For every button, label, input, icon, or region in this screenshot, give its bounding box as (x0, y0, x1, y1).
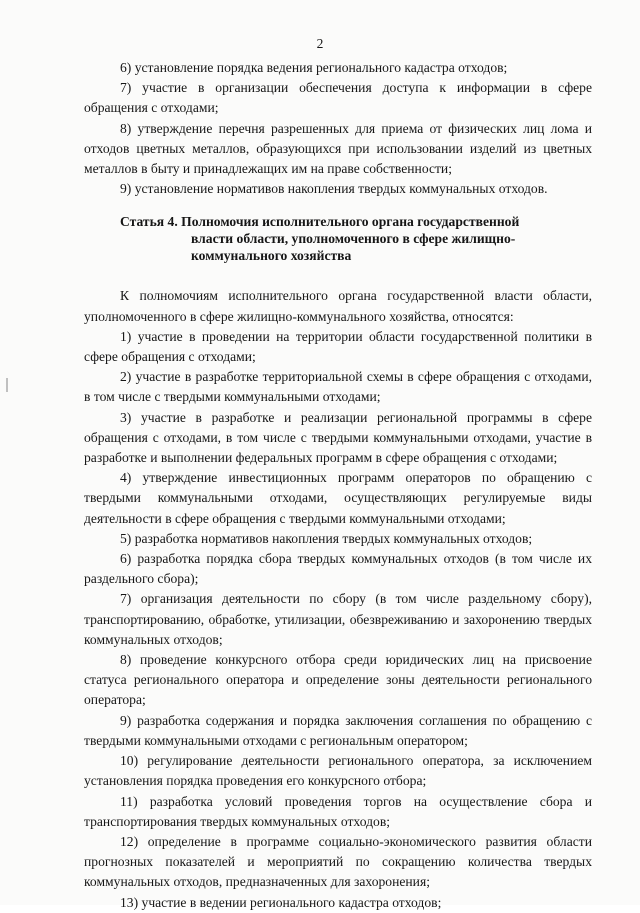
list-item: 8) проведение конкурсного отбора среди юридических лиц на присвоение статуса регионального оператора и определение зоны деятельности регионального оператора; (84, 652, 592, 708)
list-item: 7) организация деятельности по сбору (в том числе раздельному сбору), транспортированию, обработке, утилизации, обезвреживанию и захоронению твердых коммунальных отходов; (84, 591, 592, 647)
article-heading-line: коммунального хозяйства (191, 248, 352, 264)
list-item: 1) участие в проведении на территории области государственной политики в сфере обращения с отходами; (84, 328, 592, 365)
article-intro: К полномочиям исполнительного органа государственной власти области, уполномоченного в сфере жилищно-коммунального хозяйства, относятся: (84, 288, 592, 324)
document-body (84, 58, 592, 913)
list-item: 13) участие в ведении регионального кадастра отходов; (120, 894, 442, 910)
scan-artifact (6, 378, 8, 392)
article-heading (84, 213, 592, 264)
list-item: 2) участие в разработке территориальной схемы в сфере обращения с отходами, в том числе с твердыми коммунальными отходами; (84, 369, 592, 405)
list-item: 12) определение в программе социально-экономического развития области прогнозных показателей и мероприятий по сокращению количества твердых коммунальных отходов, предназначенных для захоронения; (84, 833, 592, 890)
list-item: 6) установление порядка ведения регионального кадастра отходов; (120, 60, 508, 75)
list-item: 9) установление нормативов накопления твердых коммунальных отходов. (120, 181, 548, 197)
article-heading-line: Статья 4. Полномочия исполнительного органа государственной (120, 214, 520, 230)
list-item: 11) разработка условий проведения торгов на осуществление сбора и транспортирования твердых коммунальных отходов; (84, 793, 592, 829)
list-item: 9) разработка содержания и порядка заключения соглашения по обращению с твердыми коммунальными отходами с региональным оператором; (84, 712, 592, 748)
article-heading-line: власти области, уполномоченного в сфере жилищно- (191, 231, 516, 247)
list-item: 6) разработка порядка сбора твердых коммунальных отходов (в том числе их раздельного сбора); (84, 551, 592, 587)
list-item: 10) регулирование деятельности регионального оператора, за исключением установления порядка проведения его конкурсного отбора; (84, 753, 592, 789)
list-item: 4) утверждение инвестиционных программ операторов по обращению с твердыми коммунальными отходами, осуществляющих регулируемые виды деятельности в сфере обращения с твердыми коммунальными отходами; (84, 470, 592, 526)
list-item: 3) участие в разработке и реализации региональной программы в сфере обращения с отходами, в том числе с твердыми коммунальными отходами, участие в разработке и выполнении федеральных программ в сфере обращения с отходами; (84, 409, 592, 466)
page-number: 2 (316, 36, 324, 51)
list-item: 7) участие в организации обеспечения доступа к информации в сфере обращения с отходами; (84, 80, 592, 116)
list-item: 5) разработка нормативов накопления твердых коммунальных отходов; (120, 530, 533, 546)
list-item: 8) утверждение перечня разрешенных для приема от физических лиц лома и отходов цветных металлов, образующихся при использовании изделий из цветных металлов в быту и принадлежащих им на праве собственности; (84, 120, 592, 177)
